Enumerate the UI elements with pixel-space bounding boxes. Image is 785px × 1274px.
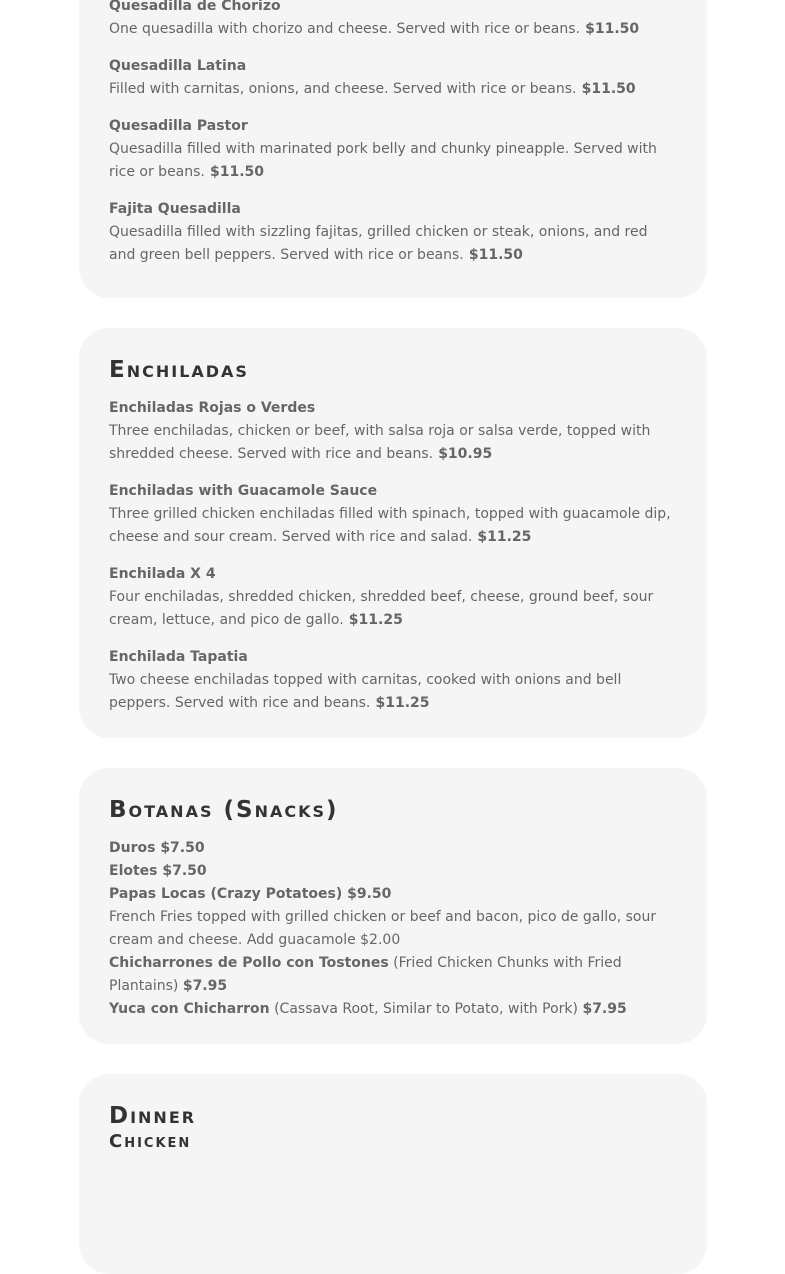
item-desc: Quesadilla filled with marinated pork belly and chunky pineapple. Served with rice or beans. [109, 141, 657, 180]
menu-item [109, 563, 677, 632]
item-desc: Two cheese enchiladas topped with carnitas, cooked with onions and bell peppers. Served with rice and beans. [109, 672, 622, 711]
snack-elotes-text: Elotes $7.50 [109, 863, 207, 879]
snack-yuca-price: $7.95 [582, 1001, 627, 1017]
item-name: Quesadilla Pastor [109, 118, 248, 134]
snack-chicharrones-name: Chicharrones de Pollo con Tostones [109, 955, 389, 971]
section-title: Enchiladas [109, 357, 249, 383]
item-name: Enchilada X 4 [109, 566, 216, 582]
item-price: $11.25 [375, 695, 430, 711]
snack-yuca [109, 998, 677, 1021]
item-desc: Three enchiladas, chicken or beef, with salsa roja or salsa verde, topped with shredded cheese. Served with rice and beans. [109, 423, 651, 462]
item-desc: One quesadilla with chorizo and cheese. Served with rice or beans. [109, 21, 580, 37]
snack-papas [109, 883, 677, 906]
dinner-card [79, 1074, 707, 1274]
item-price: $10.95 [438, 446, 493, 462]
section-title: Botanas (Snacks) [109, 797, 339, 823]
dinner-list [109, 1103, 677, 1153]
item-desc: Filled with carnitas, onions, and cheese. Served with rice or beans. [109, 81, 577, 97]
snack-chicharrones-desc: (Fried Chicken Chunks with Fried Plantains) [109, 955, 622, 994]
quesadillas-list [109, 0, 677, 281]
item-price: $11.25 [477, 529, 532, 545]
item-name: Quesadilla Latina [109, 58, 247, 74]
item-name: Enchilada Tapatia [109, 649, 248, 665]
snack-duros-text: Duros $7.50 [109, 840, 205, 856]
menu-item [109, 198, 677, 267]
item-desc: Three grilled chicken enchiladas filled with spinach, topped with guacamole dip, cheese and sour cream. Served with rice and salad. [109, 506, 671, 545]
item-price: $11.50 [585, 21, 640, 37]
section-title: Dinner [109, 1103, 197, 1129]
enchiladas-list [109, 357, 677, 729]
item-price: $11.50 [468, 247, 523, 263]
menu-item [109, 0, 677, 41]
snack-chicharrones [109, 952, 677, 998]
item-desc: Four enchiladas, shredded chicken, shredded beef, cheese, ground beef, sour cream, lettuce, and pico de gallo. [109, 589, 654, 628]
snack-elotes [109, 860, 677, 883]
snack-papas-text: Papas Locas (Crazy Potatoes) $9.50 [109, 886, 392, 902]
botanas-list [109, 797, 677, 1021]
menu-item [109, 55, 677, 101]
item-name: Quesadilla de Chorizo [109, 0, 281, 14]
item-name: Fajita Quesadilla [109, 201, 241, 217]
menu-item [109, 397, 677, 466]
item-price: $11.50 [581, 81, 636, 97]
item-name: Enchiladas Rojas o Verdes [109, 400, 316, 416]
item-name: Enchiladas with Guacamole Sauce [109, 483, 378, 499]
enchiladas-card [79, 328, 707, 738]
menu-item [109, 480, 677, 549]
snack-yuca-name: Yuca con Chicharron [109, 1001, 270, 1017]
item-price: $11.50 [209, 164, 264, 180]
botanas-card [79, 768, 707, 1044]
menu-item [109, 646, 677, 715]
item-price: $11.25 [348, 612, 403, 628]
item-desc: Quesadilla filled with sizzling fajitas, grilled chicken or steak, onions, and red and green bell peppers. Served with rice or beans. [109, 224, 648, 263]
quesadillas-card [79, 0, 707, 298]
snack-duros [109, 837, 677, 860]
section-subtitle: Chicken [109, 1131, 192, 1152]
snack-chicharrones-price: $7.95 [182, 978, 228, 994]
menu-item [109, 115, 677, 184]
snack-papas-desc: French Fries topped with grilled chicken or beef and bacon, pico de gallo, sour cream and cheese. Add guacamole $2.00 [109, 909, 657, 948]
snack-yuca-desc: (Cassava Root, Similar to Potato, with Pork) [274, 1001, 578, 1017]
